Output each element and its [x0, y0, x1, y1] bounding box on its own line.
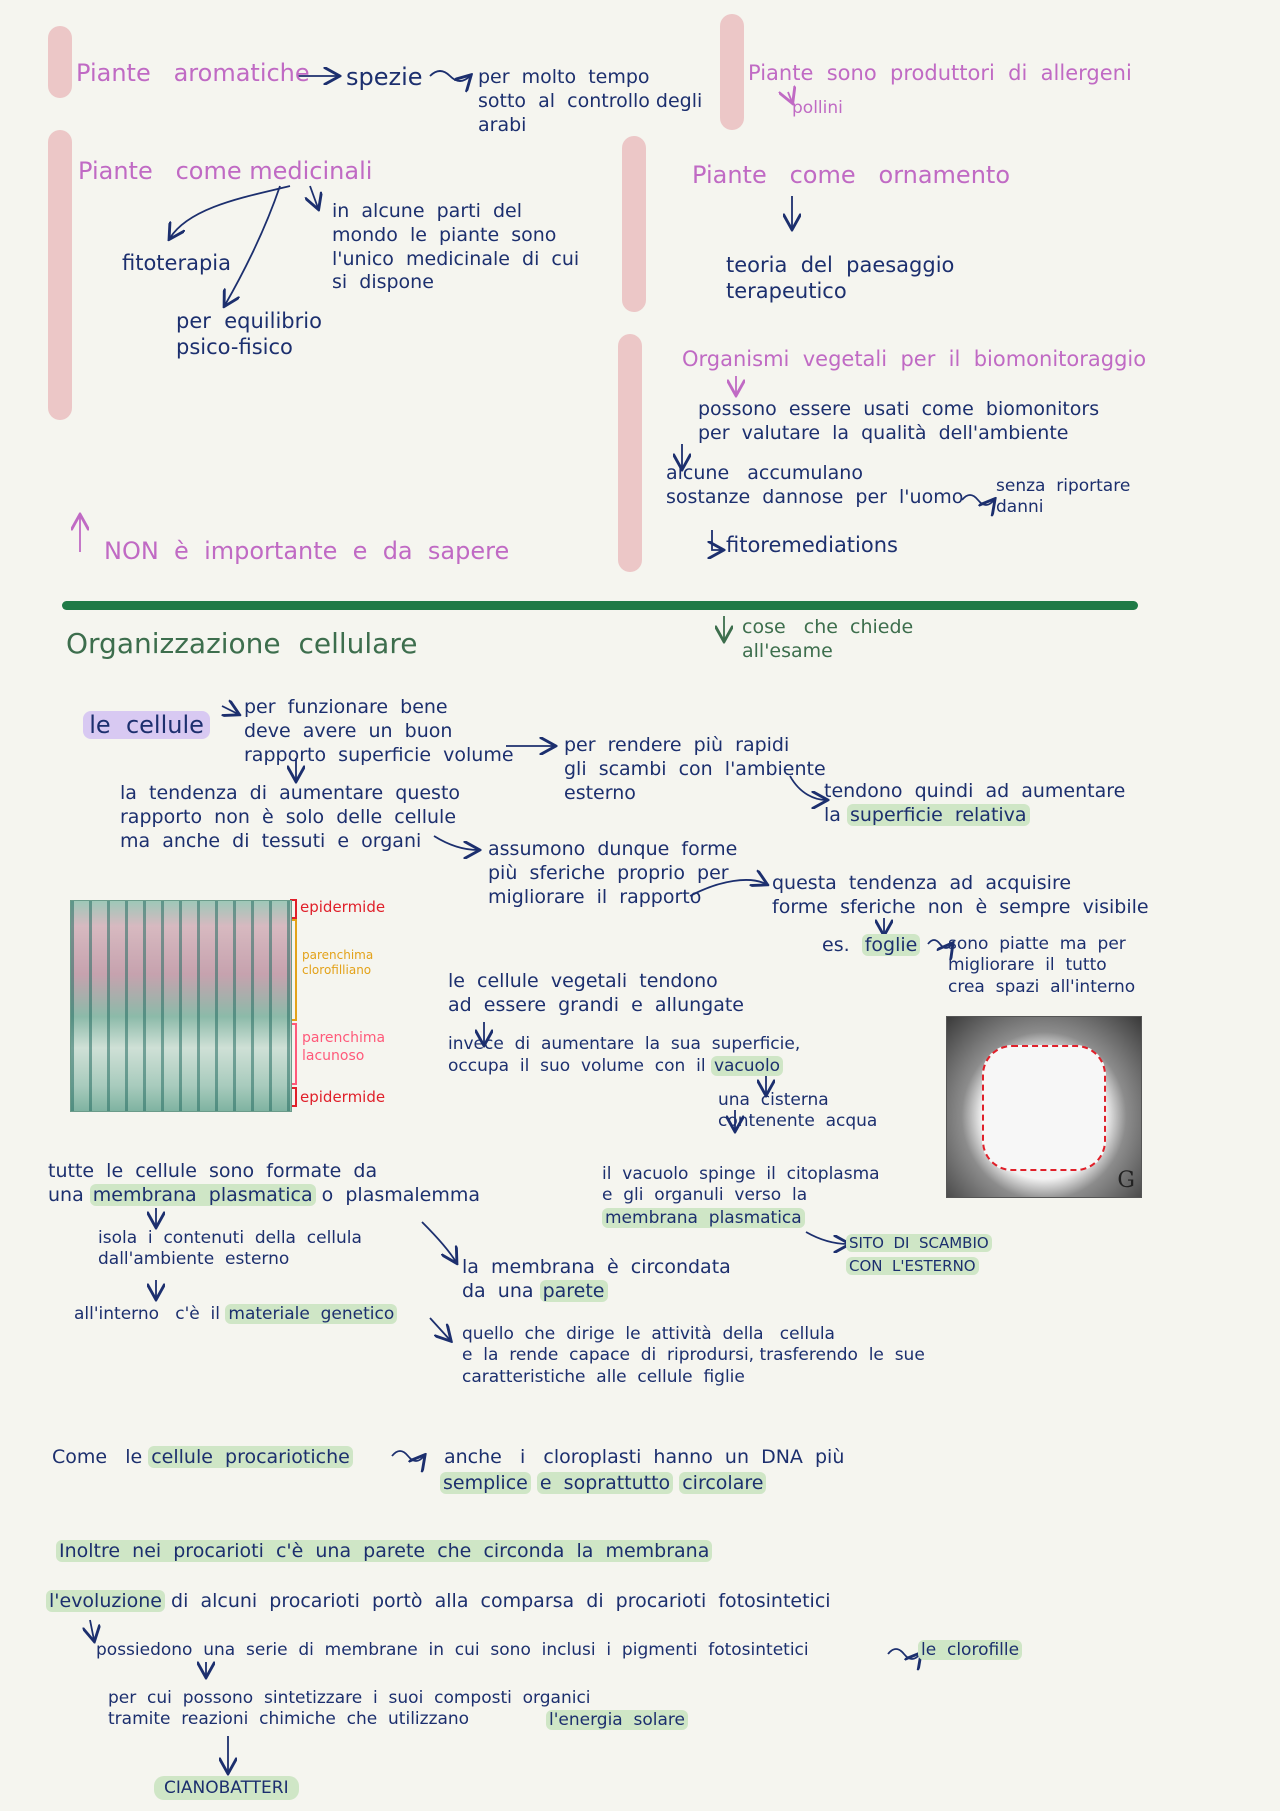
vacuole-outline	[982, 1045, 1106, 1171]
dirige-attivita: quello che dirige le attività della cellula e la rende capace di riprodursi, trasferendo le sue caratteristiche alle cellule figlie	[462, 1324, 925, 1387]
vacuolo-highlight: vacuolo	[711, 1056, 783, 1076]
forme-sferiche: assumono dunque forme più sferiche proprio per migliorare il rapporto	[488, 838, 738, 908]
biomonitoraggio-title: Organismi vegetali per il biomonitoraggio	[682, 347, 1147, 371]
evoluzione-line	[46, 1590, 831, 1614]
materiale-genetico-line	[74, 1304, 397, 1325]
tendono-prefix: tendono quindi ad aumentare la	[824, 780, 1126, 826]
materiale-genetico-highlight: materiale genetico	[225, 1304, 397, 1324]
le-cellule	[68, 680, 210, 740]
vacuolo-line1: invece di aumentare la sua superficie,	[448, 1034, 801, 1054]
plasmalemma: o plasmalemma	[321, 1183, 481, 1206]
superficie-relativa-note	[824, 780, 1125, 828]
paesaggio-terapeutico: teoria del paesaggio terapeutico	[726, 253, 955, 304]
unico-medicinale: in alcune parti del mondo le piante sono l'unico medicinale di cui si dispone	[332, 200, 580, 294]
es-label: es.	[822, 934, 850, 956]
cellule-vegetali: le cellule vegetali tendono ad essere grandi e allungate	[448, 970, 744, 1016]
cloroplasti-dna: anche i cloroplasti hanno un DNA più	[444, 1446, 845, 1468]
procariotiche-line	[52, 1446, 353, 1470]
membrana-plasmatica-highlight: membrana plasmatica	[90, 1184, 316, 1206]
spezie: spezie	[346, 63, 423, 91]
procariotiche-highlight: cellule procariotiche	[148, 1446, 353, 1468]
non-importante-note: NON è importante e da sapere	[104, 537, 510, 565]
equilibrio-psico-fisico: per equilibrio psico-fisico	[176, 309, 322, 360]
controllo-arabi: per molto tempo sotto al controllo degli arabi	[478, 66, 703, 136]
clorofille	[918, 1640, 1022, 1661]
biomonitors: possono essere usati come biomonitors per valutare la qualità dell'ambiente	[698, 398, 1100, 444]
piante-ornamento: Piante come ornamento	[692, 161, 1010, 189]
sito-line1: SITO DI SCAMBIO	[846, 1234, 992, 1252]
membrana-plasmatica-2	[602, 1208, 805, 1229]
semplice-highlight: semplice	[440, 1472, 531, 1494]
circondata-prefix: la membrana è circondata da una	[462, 1256, 731, 1302]
rapporto-superficie-volume: per funzionare bene deve avere un buon rapporto superficie volume	[244, 696, 514, 766]
es-foglie	[822, 934, 920, 958]
membrana-plasmatica-2-highlight: membrana plasmatica	[602, 1208, 805, 1228]
come-le: Come le	[52, 1446, 143, 1468]
pigmenti-fotosintetici: possiedono una serie di membrane in cui sono inclusi i pigmenti fotosintetici	[96, 1640, 809, 1660]
scambi-ambiente: per rendere più rapidi gli scambi con l'ambiente esterno	[564, 734, 826, 804]
piante-aromatiche: Piante aromatiche	[76, 59, 310, 87]
piante-medicinali: Piante come medicinali	[78, 157, 373, 185]
leaf-cross-section-image	[70, 900, 292, 1112]
le-cellule-highlight: le cellule	[83, 711, 210, 739]
tutte-prefix: tutte le cellule sono formate da una	[48, 1160, 378, 1206]
energia-solare-highlight: l'energia solare	[546, 1710, 688, 1730]
energia-solare-line: per cui possono sintetizzare i suoi composti organici tramite reazioni chimiche che utilizzano	[108, 1688, 591, 1730]
foglie-piatte: sono piatte ma per migliorare il tutto crea spazi all'interno	[948, 934, 1136, 997]
vacuolo-line2	[448, 1056, 783, 1077]
cianobatteri-highlight: CIANOBATTERI	[154, 1776, 299, 1800]
label-parenchima-lacunoso: parenchima lacunoso	[302, 1030, 386, 1064]
cianobatteri	[154, 1778, 299, 1799]
inoltre-highlight: Inoltre nei procarioti c'è una parete che circonda la membrana	[56, 1540, 712, 1562]
sito-scambio	[846, 1232, 992, 1279]
label-epidermide-bottom: epidermide	[300, 1088, 386, 1106]
evoluzione-rest: di alcuni procarioti portò alla comparsa di procarioti fotosintetici	[171, 1590, 831, 1612]
soprattutto-highlight: e soprattutto	[537, 1472, 673, 1494]
tutte-cellule	[48, 1160, 480, 1208]
tendenza-tessuti-organi: la tendenza di aumentare questo rapporto non è solo delle cellule ma anche di tessuti e organi	[120, 782, 461, 852]
circolare-highlight: circolare	[679, 1472, 766, 1494]
non-sempre-visibile: questa tendenza ad acquisire forme sferiche non è sempre visibile	[772, 872, 1149, 918]
section-title: Organizzazione cellulare	[66, 627, 418, 660]
isola-contenuti: isola i contenuti della cellula dall'ambiente esterno	[98, 1228, 362, 1270]
sito-line2: CON L'ESTERNO	[846, 1257, 979, 1275]
foglie-highlight: foglie	[862, 934, 921, 956]
sostanze-dannose: alcune accumulano sostanze dannose per l'uomo	[666, 462, 964, 508]
label-parenchima-clorofilliano: parenchima clorofilliano	[302, 948, 374, 977]
procarioti-parete	[56, 1540, 712, 1564]
vacuolo-spinge: il vacuolo spinge il citoplasma e gli organuli verso la	[602, 1164, 880, 1206]
vacuole-micrograph-image	[946, 1016, 1142, 1198]
membrana-parete	[462, 1256, 731, 1304]
superficie-relativa-highlight: superficie relativa	[847, 804, 1030, 826]
cisterna-acqua: una cisterna contenente acqua	[718, 1090, 878, 1132]
energia-solare	[546, 1710, 688, 1731]
fitoremediations: fitoremediations	[726, 533, 898, 557]
interno-prefix: all'interno c'è il	[74, 1304, 220, 1324]
dna-semplice-circolare	[440, 1472, 766, 1496]
parete-highlight: parete	[540, 1280, 608, 1302]
senza-danni: senza riportare danni	[996, 476, 1131, 518]
clorofille-highlight: le clorofille	[918, 1640, 1022, 1660]
label-epidermide-top: epidermide	[300, 898, 386, 916]
section-divider	[62, 601, 1138, 610]
evoluzione-highlight: l'evoluzione	[46, 1590, 165, 1612]
vacuolo-prefix: occupa il suo volume con il	[448, 1056, 706, 1076]
allergeni: Piante sono produttori di allergeni	[748, 61, 1132, 85]
fitoterapia: fitoterapia	[122, 251, 231, 275]
pollini: pollini	[792, 98, 843, 118]
cose-esame: cose che chiede all'esame	[742, 616, 914, 662]
micrograph-label: G	[1117, 1168, 1135, 1193]
